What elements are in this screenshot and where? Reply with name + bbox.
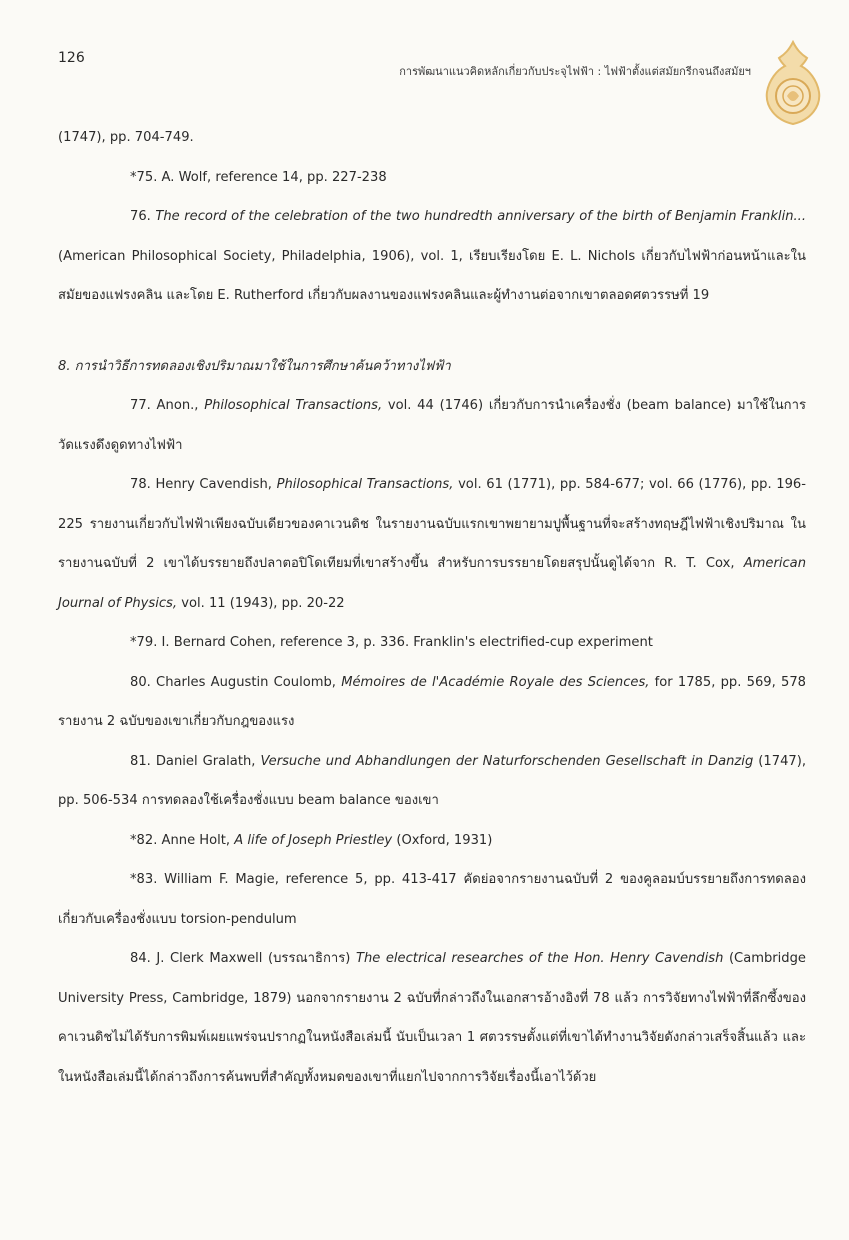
reference-80 bbox=[58, 663, 806, 742]
reference-84 bbox=[58, 939, 806, 1097]
emblem-seal-icon bbox=[761, 40, 825, 126]
ref-text: (American Philosophical Society, Philadelphia, 1906), vol. 1, เรียบเรียงโดย E. L. Nichols เกี่ยวกับไฟฟ้าก่อนหน้าและในสมัยของแฟรงคลิน และโดย E. Rutherford เกี่ยวกับผลงานของแฟรงคลินและผู้ทำงานต่อจากเขาตลอดศตวรรษที่ 19 bbox=[58, 248, 806, 303]
reference-82 bbox=[58, 821, 806, 861]
reference-75: *75. A. Wolf, reference 14, pp. 227-238 bbox=[130, 169, 387, 185]
ref-journal: Philosophical Transactions, bbox=[276, 477, 454, 492]
reference-76 bbox=[58, 197, 806, 316]
ref-journal: Philosophical Transactions, bbox=[204, 398, 383, 413]
reference-78 bbox=[58, 465, 806, 623]
ref-journal: American Journal of Physics, bbox=[58, 556, 806, 611]
ref-num: 76. bbox=[130, 209, 151, 224]
ref-title: The electrical researches of the Hon. Henry Cavendish bbox=[355, 951, 724, 966]
ref-lead: 81. Daniel Gralath, bbox=[130, 753, 256, 769]
ref-text: for 1785, pp. 569, 578 รายงาน 2 ฉบับของเขาเกี่ยวกับกฎของแรง bbox=[58, 674, 806, 729]
ref-journal: Mémoires de l'Académie Royale des Sciences, bbox=[341, 674, 650, 690]
ref-text: (1747), pp. 506-534 การทดลองใช้เครื่องชั่งแบบ beam balance ของเขา bbox=[58, 753, 806, 808]
ref-lead: 78. Henry Cavendish, bbox=[130, 477, 272, 492]
reference-81 bbox=[58, 742, 806, 821]
ref-text: vol. 44 (1746) เกี่ยวกับการนำเครื่องชั่ง (beam balance) มาใช้ในการวัดแรงดึงดูดทางไฟฟ้า bbox=[58, 398, 806, 453]
section-heading-8: 8. การนำวิธีการทดลองเชิงปริมาณมาใช้ในการศึกษาค้นคว้าทางไฟฟ้า bbox=[58, 358, 451, 374]
ref-lead: *82. Anne Holt, bbox=[130, 832, 231, 848]
reference-77 bbox=[58, 386, 806, 465]
references-body bbox=[58, 118, 806, 1097]
ref-text: vol. 61 (1771), pp. 584-677; vol. 66 (1776), pp. 196-225 รายงานเกี่ยวกับไฟฟ้าเพียงฉบับเดียวของคาเวนดิช ในรายงานฉบับแรกเขาพยายามปูพื้นฐานที่จะสร้างทฤษฎีไฟฟ้าเชิงปริมาณ ในรายงานฉบับที่ 2 เขาได้บรรยายถึงปลาตอปิโดเทียมที่เขาสร้างขึ้น สำหรับการบรรยายโดยสรุปนั้นดูได้จาก R. T. Cox, bbox=[58, 477, 806, 571]
reference-83: *83. William F. Magie, reference 5, pp. 413-417 คัดย่อจากรายงานฉบับที่ 2 ของคูลอมบ์บรรยายถึงการทดลองเกี่ยวกับเครื่องชั่งแบบ torsion-pendulum bbox=[58, 872, 806, 927]
ref-journal: Versuche und Abhandlungen der Naturforschenden Gesellschaft in Danzig bbox=[260, 753, 754, 769]
ref-lead: 80. Charles Augustin Coulomb, bbox=[130, 674, 336, 690]
ref-title: The record of the celebration of the two hundredth anniversary of the birth of Benjamin Franklin... bbox=[155, 209, 806, 224]
ref-text: (Cambridge University Press, Cambridge, 1879) นอกจากรายงาน 2 ฉบับที่กล่าวถึงในเอกสารอ้างอิงที่ 78 แล้ว การวิจัยทางไฟฟ้าที่ลึกซึ้งของคาเวนดิชไม่ได้รับการพิมพ์เผยแพร่จนปรากฏในหนังสือเล่มนี้ นับเป็นเวลา 1 ศตวรรษตั้งแต่ที่เขาได้ทำงานวิจัยดังกล่าวเสร็จสิ้นแล้ว และในหนังสือเล่มนี้ได้กล่าวถึงการค้นพบที่สำคัญทั้งหมดของเขาที่แยกไปจากการวิจัยเรื่องนี้เอาไว้ด้วย bbox=[58, 951, 806, 1085]
ref-lead: 77. Anon., bbox=[130, 398, 199, 413]
ref-title: A life of Joseph Priestley bbox=[234, 832, 393, 848]
ref-text: vol. 11 (1943), pp. 20-22 bbox=[181, 595, 345, 611]
ref-lead: 84. J. Clerk Maxwell (บรรณาธิการ) bbox=[130, 951, 351, 966]
reference-continuation: (1747), pp. 704-749. bbox=[58, 130, 194, 145]
running-header: การพัฒนาแนวคิดหลักเกี่ยวกับประจุไฟฟ้า : ไฟฟ้าตั้งแต่สมัยกรีกจนถึงสมัยฯ bbox=[399, 65, 751, 78]
ref-text: (Oxford, 1931) bbox=[396, 832, 493, 848]
reference-79: *79. I. Bernard Cohen, reference 3, p. 336. Franklin's electrified-cup experiment bbox=[130, 635, 653, 650]
page-number: 126 bbox=[58, 50, 85, 66]
